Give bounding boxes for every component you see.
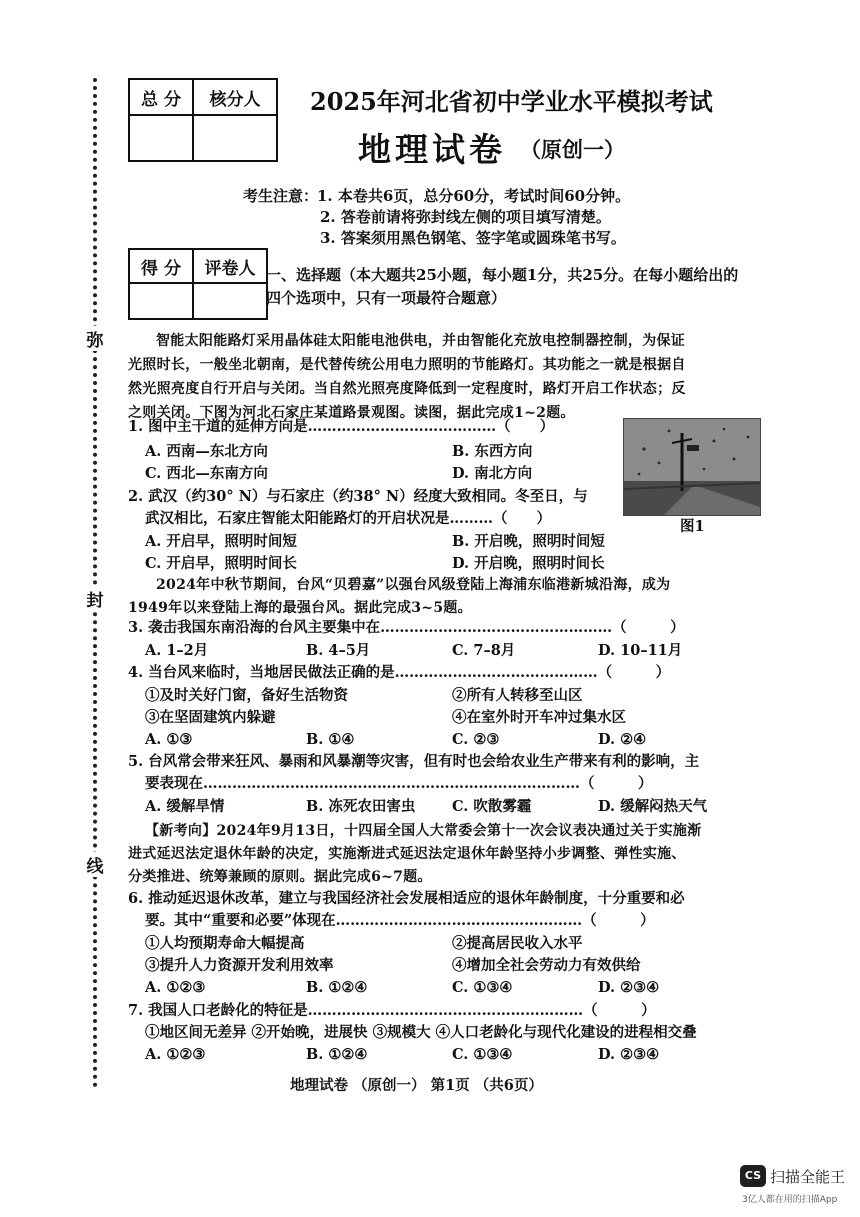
passage-1-line-1: 智能太阳能路灯采用晶体硅太阳能电池供电，并由智能化充放电控制器控制，为保证 xyxy=(156,333,686,349)
binding-char-feng: 封 xyxy=(84,586,106,611)
q7-option-b[interactable]: B. ①②④ xyxy=(306,1046,368,1063)
q7-option-a[interactable]: A. ①②③ xyxy=(145,1046,206,1063)
binding-char-xian: 线 xyxy=(84,852,106,877)
passage-3-line-2: 进式延迟法定退休年龄的决定，实施渐进式延迟法定退休年龄坚持小步调整、弹性实施、 xyxy=(128,846,686,862)
q2-option-b[interactable]: B. 开启晚，照明时间短 xyxy=(452,533,605,550)
q6-option-c[interactable]: C. ①③④ xyxy=(452,979,513,996)
passage-1-line-4: 之则关闭。下图为河北石家庄某道路景观图。读图，据此完成1~2题。 xyxy=(128,405,575,421)
section-1-heading-line2: 四个选项中，只有一项最符合题意） xyxy=(266,289,507,307)
q5-option-d[interactable]: D. 缓解闷热天气 xyxy=(598,798,708,815)
q2-option-d[interactable]: D. 开启晚，照明时间长 xyxy=(452,555,605,572)
q1-option-d[interactable]: D. 南北方向 xyxy=(452,465,533,482)
q5-option-a[interactable]: A. 缓解旱情 xyxy=(145,798,225,815)
passage-3-line-1: 【新考向】2024年9月13日，十四届全国人大常委会第十一次会议表决通过关于实施渐 xyxy=(145,823,702,839)
q6-option-d[interactable]: D. ②③④ xyxy=(598,979,660,996)
q1-option-b[interactable]: B. 东西方向 xyxy=(452,443,533,460)
camscanner-logo-icon: CS xyxy=(740,1165,766,1187)
grader-name-header: 评卷人 xyxy=(193,249,267,283)
q6-statement-4: ④增加全社会劳动力有效供给 xyxy=(452,957,641,974)
binding-char-mi: 弥 xyxy=(84,326,106,351)
q5-stem-line2: 要表现在……………………………………………………………………（ ） xyxy=(145,775,653,792)
notice-item-3: 3. 答案须用黑色钢笔、签字笔或圆珠笔书写。 xyxy=(320,229,626,247)
q3-option-c[interactable]: C. 7–8月 xyxy=(452,642,516,659)
total-score-cell[interactable] xyxy=(129,115,193,161)
section-1-heading-line1: 一、选择题（本大题共25小题，每小题1分，共25分。在每小题给出的 xyxy=(266,266,739,284)
exam-subtitle: 2025年河北省初中学业水平模拟考试 xyxy=(310,87,713,116)
q6-statement-1: ①人均预期寿命大幅提高 xyxy=(145,935,305,952)
q2-option-a[interactable]: A. 开启早，照明时间短 xyxy=(145,533,297,550)
q6-option-b[interactable]: B. ①②④ xyxy=(306,979,368,996)
passage-2-line-1: 2024年中秋节期间，台风“贝碧嘉”以强台风级登陆上海浦东临港新城沿海，成为 xyxy=(156,577,671,593)
passage-2-line-2: 1949年以来登陆上海的最强台风。据此完成3~5题。 xyxy=(128,600,472,616)
figure-1-caption: 图1 xyxy=(680,518,705,535)
q6-stem-line2: 要。其中“重要和必要”体现在……………………………………………（ ） xyxy=(145,912,655,929)
total-score-header: 总 分 xyxy=(129,79,193,115)
q4-option-b[interactable]: B. ①④ xyxy=(306,731,355,748)
page-footer: 地理试卷 （原创一） 第1页 （共6页） xyxy=(290,1077,543,1094)
total-score-table xyxy=(128,78,278,162)
q3-option-d[interactable]: D. 10–11月 xyxy=(598,642,683,659)
notice-label: 考生注意： xyxy=(243,187,319,205)
q1-option-a[interactable]: A. 西南—东北方向 xyxy=(145,443,268,460)
q4-stem: 4. 当台风来临时，当地居民做法正确的是……………………………………（ ） xyxy=(128,664,671,681)
q1-option-c[interactable]: C. 西北—东南方向 xyxy=(145,465,268,482)
grader-table xyxy=(128,248,268,320)
q5-stem-line1: 5. 台风常会带来狂风、暴雨和风暴潮等灾害，但有时也会给农业生产带来有利的影响，主 xyxy=(128,753,700,770)
exam-title: 地理试卷 xyxy=(358,130,506,169)
q2-option-c[interactable]: C. 开启早，照明时间长 xyxy=(145,555,297,572)
exam-edition: （原创一） xyxy=(520,137,625,162)
score-checker-cell[interactable] xyxy=(193,115,277,161)
q3-stem: 3. 袭击我国东南沿海的台风主要集中在…………………………………………（ ） xyxy=(128,619,685,636)
q5-option-c[interactable]: C. 吹散雾霾 xyxy=(452,798,532,815)
q7-option-c[interactable]: C. ①③④ xyxy=(452,1046,513,1063)
passage-1-line-2: 光照时长，一般坐北朝南，是代替传统公用电力照明的节能路灯。其功能之一就是根据自 xyxy=(128,357,686,373)
q4-option-a[interactable]: A. ①③ xyxy=(145,731,193,748)
q7-option-d[interactable]: D. ②③④ xyxy=(598,1046,660,1063)
score-checker-header: 核分人 xyxy=(193,79,277,115)
q6-stem-line1: 6. 推动延迟退休改革，建立与我国经济社会发展相适应的退休年龄制度，十分重要和必 xyxy=(128,890,685,907)
q7-stem: 7. 我国人口老龄化的特征是…………………………………………………（ ） xyxy=(128,1002,656,1019)
grader-name-cell[interactable] xyxy=(193,283,267,319)
notice-item-2: 2. 答卷前请将弥封线左侧的项目填写清楚。 xyxy=(320,208,611,226)
q4-statement-3: ③在坚固建筑内躲避 xyxy=(145,709,276,726)
notice-item-1: 1. 本卷共6页，总分60分，考试时间60分钟。 xyxy=(317,187,631,205)
q2-stem-line2: 武汉相比，石家庄智能太阳能路灯的开启状况是………（ ） xyxy=(145,510,551,527)
q3-option-b[interactable]: B. 4–5月 xyxy=(306,642,371,659)
binding-dotted-line xyxy=(93,78,97,1088)
watermark-app-name: 扫描全能王 xyxy=(770,1168,846,1186)
q5-option-b[interactable]: B. 冻死农田害虫 xyxy=(306,798,416,815)
road-landscape-photo xyxy=(623,418,761,516)
q4-option-c[interactable]: C. ②③ xyxy=(452,731,500,748)
q4-statement-2: ②所有人转移至山区 xyxy=(452,687,583,704)
passage-1-line-3: 然光照亮度自行开启与关闭。当自然光照亮度降低到一定程度时，路灯开启工作状态；反 xyxy=(128,381,686,397)
q2-stem-line1: 2. 武汉（约30° N）与石家庄（约38° N）经度大致相同。冬至日，与 xyxy=(128,488,588,505)
q4-statement-4: ④在室外时开车冲过集水区 xyxy=(452,709,626,726)
passage-3-line-3: 分类推进、统筹兼顾的原则。据此完成6~7题。 xyxy=(128,869,432,885)
q3-option-a[interactable]: A. 1–2月 xyxy=(145,642,209,659)
q7-statements: ①地区间无差异 ②开始晚，进展快 ③规模大 ④人口老龄化与现代化建设的进程相交叠 xyxy=(145,1024,697,1041)
grader-score-header: 得 分 xyxy=(129,249,193,283)
grader-score-cell[interactable] xyxy=(129,283,193,319)
q6-statement-3: ③提升人力资源开发利用效率 xyxy=(145,957,334,974)
q6-statement-2: ②提高居民收入水平 xyxy=(452,935,583,952)
q6-option-a[interactable]: A. ①②③ xyxy=(145,979,206,996)
q4-option-d[interactable]: D. ②④ xyxy=(598,731,647,748)
q4-statement-1: ①及时关好门窗，备好生活物资 xyxy=(145,687,348,704)
q1-stem: 1. 图中主干道的延伸方向是…………………………………（ ） xyxy=(128,418,555,435)
watermark-tagline: 3亿人都在用的扫描App xyxy=(742,1195,838,1205)
